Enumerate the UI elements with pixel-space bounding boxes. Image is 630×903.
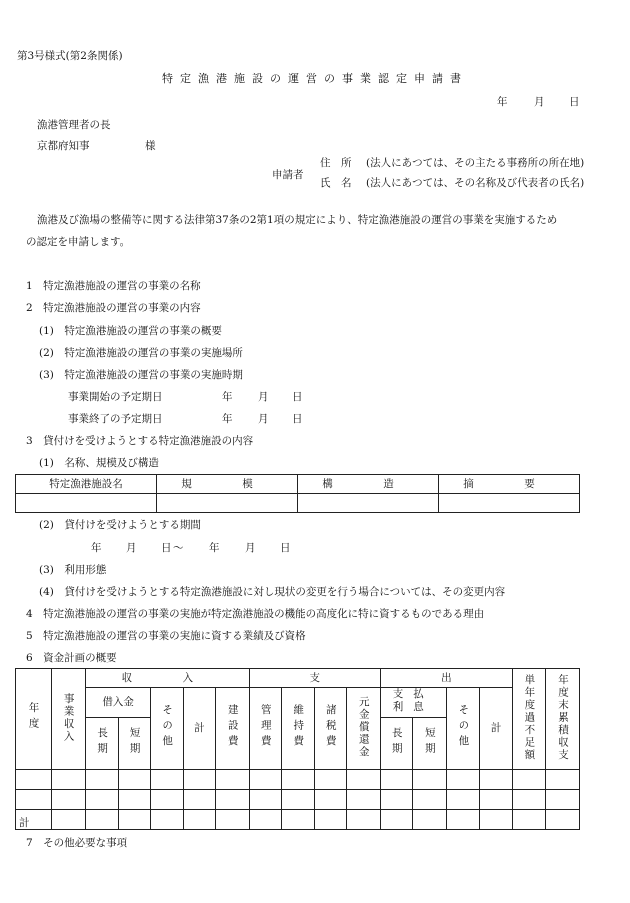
table-cell[interactable] — [183, 810, 216, 830]
table-cell[interactable] — [216, 810, 250, 830]
header-principal-repayment: 元金償還金 — [347, 688, 381, 770]
table-cell[interactable] — [380, 770, 413, 790]
total-row-label: 計 — [16, 810, 52, 830]
table-cell[interactable] — [151, 790, 184, 810]
facility-header-remarks: 摘 要 — [439, 475, 580, 494]
table-cell[interactable] — [512, 790, 546, 810]
table-cell[interactable] — [347, 810, 381, 830]
header-expenditure-total: 計 — [480, 688, 513, 770]
body-line-2: の認定を申請します。 — [26, 236, 131, 248]
facility-header-scale: 規 模 — [157, 475, 298, 494]
table-cell[interactable] — [282, 810, 315, 830]
header-management: 管理費 — [249, 688, 282, 770]
date-month: 月 — [534, 96, 545, 108]
table-cell[interactable] — [446, 770, 480, 790]
fund-plan-table — [15, 668, 580, 830]
header-expenditure: 支 — [249, 669, 380, 688]
facility-cell[interactable] — [157, 494, 298, 513]
header-income-other: その他 — [151, 688, 184, 770]
table-cell[interactable] — [216, 790, 250, 810]
table-cell[interactable] — [512, 770, 546, 790]
address-note: (法人にあつては、その主たる事務所の所在地) — [366, 157, 585, 169]
table-cell[interactable] — [183, 770, 216, 790]
table-row — [16, 790, 580, 810]
start-month: 月 — [258, 391, 269, 403]
address-label: 住 所 — [320, 157, 352, 169]
table-row — [16, 770, 580, 790]
table-cell[interactable] — [86, 770, 119, 790]
start-year: 年 — [222, 391, 233, 403]
table-cell[interactable] — [314, 790, 347, 810]
table-cell[interactable] — [151, 810, 184, 830]
table-cell[interactable] — [86, 810, 119, 830]
facility-header-structure: 構 造 — [298, 475, 439, 494]
item-5: 5 特定漁港施設の運営の事業の実施に資する業績及び資格 — [26, 630, 306, 642]
header-taxes: 諸税費 — [314, 688, 347, 770]
header-loan-short: 短期 — [118, 718, 151, 770]
applicant-label: 申請者 — [272, 169, 304, 181]
total-row — [16, 810, 580, 830]
header-loan: 借入金 — [86, 688, 151, 718]
item-4: 4 特定漁港施設の運営の事業の実施が特定漁港施設の機能の高度化に特に資するものである理由 — [26, 608, 485, 620]
header-expenditure-2: 出 — [380, 669, 512, 688]
document-title: 特定漁港施設の運営の事業認定申請書 — [162, 72, 468, 85]
name-label: 氏 名 — [320, 177, 352, 189]
form-number: 第3号様式(第2条関係) — [17, 50, 123, 62]
header-loan-long: 長期 — [86, 718, 119, 770]
facility-header-name: 特定漁港施設名 — [16, 475, 157, 494]
item-2: 2 特定漁港施設の運営の事業の内容 — [26, 302, 201, 314]
table-cell[interactable] — [249, 790, 282, 810]
item-3-2: (2) 貸付けを受けようとする期間 — [39, 519, 201, 531]
item-7: 7 その他必要な事項 — [26, 837, 128, 849]
table-cell[interactable] — [347, 790, 381, 810]
period-start-month: 月 — [126, 542, 137, 554]
body-line-1: 漁港及び漁場の整備等に関する法律第37条の2第1項の規定により、特定漁港施設の運営の事業を実施するため — [37, 214, 558, 226]
period-tilde: 〜 — [173, 542, 184, 554]
table-cell[interactable] — [314, 770, 347, 790]
item-2-1: (1) 特定漁港施設の運営の事業の概要 — [39, 325, 222, 337]
item-3: 3 貸付けを受けようとする特定漁港施設の内容 — [26, 435, 254, 447]
table-cell[interactable] — [151, 770, 184, 790]
facility-cell[interactable] — [298, 494, 439, 513]
table-cell[interactable] — [512, 810, 546, 830]
table-cell[interactable] — [118, 770, 151, 790]
end-day: 日 — [292, 413, 303, 425]
header-interest-paid: 支払 利息 — [380, 688, 446, 718]
header-year: 年度 — [16, 669, 52, 770]
header-annual-deficit: 単年度過不足額 — [512, 669, 546, 770]
table-cell[interactable] — [446, 790, 480, 810]
period-start-year: 年 — [91, 542, 102, 554]
table-cell[interactable] — [51, 810, 86, 830]
table-cell[interactable] — [314, 810, 347, 830]
header-business-income: 事業収入 — [51, 669, 86, 770]
header-cumulative-balance: 年度末累積収支 — [546, 669, 580, 770]
table-cell[interactable] — [480, 810, 513, 830]
table-cell[interactable] — [86, 790, 119, 810]
header-income-total: 計 — [183, 688, 216, 770]
table-cell[interactable] — [249, 770, 282, 790]
item-3-4: (4) 貸付けを受けようとする特定漁港施設に対し現状の変更を行う場合については、その変更内容 — [39, 586, 506, 598]
table-cell[interactable] — [380, 810, 413, 830]
table-cell[interactable] — [16, 790, 52, 810]
table-cell[interactable] — [249, 810, 282, 830]
table-cell[interactable] — [446, 810, 480, 830]
item-1: 1 特定漁港施設の運営の事業の名称 — [26, 280, 201, 292]
table-cell[interactable] — [546, 770, 580, 790]
table-cell[interactable] — [282, 790, 315, 810]
end-date-label: 事業終了の予定期日 — [68, 413, 163, 425]
item-3-1: (1) 名称、規模及び構造 — [39, 457, 159, 469]
item-3-3: (3) 利用形態 — [39, 564, 107, 576]
table-cell[interactable] — [347, 770, 381, 790]
addressee-title: 漁港管理者の長 — [37, 119, 111, 131]
start-date-label: 事業開始の予定期日 — [68, 391, 163, 403]
period-end-year: 年 — [209, 542, 220, 554]
date-day: 日 — [569, 96, 580, 108]
header-interest-short: 短期 — [413, 718, 447, 770]
table-cell[interactable] — [546, 810, 580, 830]
table-cell[interactable] — [413, 790, 447, 810]
table-cell[interactable] — [413, 770, 447, 790]
facility-table — [15, 474, 580, 513]
table-cell[interactable] — [51, 790, 86, 810]
name-note: (法人にあつては、その名称及び代表者の氏名) — [366, 177, 585, 189]
table-cell[interactable] — [118, 810, 151, 830]
header-income: 収 入 — [86, 669, 250, 688]
end-year: 年 — [222, 413, 233, 425]
table-cell[interactable] — [480, 770, 513, 790]
addressee-honorific: 様 — [145, 140, 156, 152]
item-2-3: (3) 特定漁港施設の運営の事業の実施時期 — [39, 369, 243, 381]
table-cell[interactable] — [546, 790, 580, 810]
end-month: 月 — [258, 413, 269, 425]
table-cell[interactable] — [413, 810, 447, 830]
addressee-name: 京都府知事 — [37, 140, 90, 152]
period-end-month: 月 — [245, 542, 256, 554]
facility-cell[interactable] — [439, 494, 580, 513]
date-year: 年 — [497, 96, 508, 108]
table-cell[interactable] — [282, 770, 315, 790]
header-construction: 建設費 — [216, 688, 250, 770]
header-maintenance: 維持費 — [282, 688, 315, 770]
header-interest-long: 長期 — [380, 718, 413, 770]
table-cell[interactable] — [51, 770, 86, 790]
table-cell[interactable] — [216, 770, 250, 790]
start-day: 日 — [292, 391, 303, 403]
facility-cell[interactable] — [16, 494, 157, 513]
table-cell[interactable] — [480, 790, 513, 810]
table-cell[interactable] — [118, 790, 151, 810]
header-expenditure-other: その他 — [446, 688, 480, 770]
item-2-2: (2) 特定漁港施設の運営の事業の実施場所 — [39, 347, 243, 359]
period-end-day: 日 — [280, 542, 291, 554]
table-cell[interactable] — [380, 790, 413, 810]
item-6: 6 資金計画の概要 — [26, 652, 117, 664]
table-cell[interactable] — [16, 770, 52, 790]
period-start-day: 日 — [161, 542, 172, 554]
table-cell[interactable] — [183, 790, 216, 810]
